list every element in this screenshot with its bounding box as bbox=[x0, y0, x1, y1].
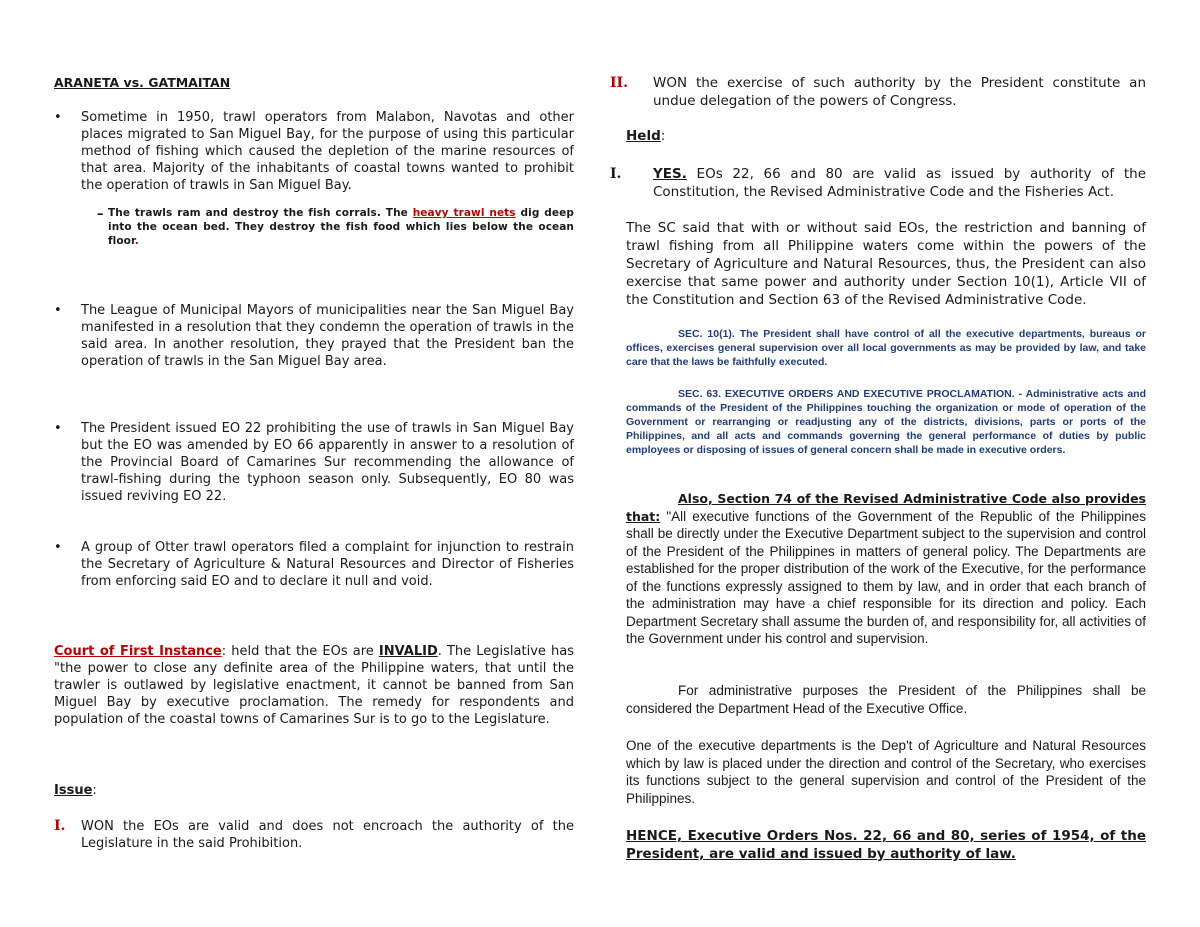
cfi-label: Court of First Instance bbox=[54, 644, 222, 659]
department-paragraph: One of the executive departments is the Dep't of Agriculture and Natural Resources which by law is placed under the direction and control of the Secretary, who exercises its functions subject to the general supervision and control of the President of the Philippines. bbox=[626, 738, 1146, 806]
issue-1 bbox=[54, 818, 574, 852]
fact-bullet-2 bbox=[54, 302, 574, 370]
bullet-icon: • bbox=[54, 303, 62, 318]
fact-text-3: The President issued EO 22 prohibiting the use of trawls in San Miguel Bay but the EO was amended by EO 66 apparently in answer to a resolution of the Provincial Board of Camarines Sur recommending the allowance of trawl-fishing during the typhoon season only. Subsequently, EO 80 was issued reviving EO 22. bbox=[81, 421, 574, 504]
issue-2-text: WON the exercise of such authority by the President constitute an undue delegation of the powers of Congress. bbox=[653, 75, 1146, 109]
held-1-text: YES. EOs 22, 66 and 80 are valid as issued by authority of the Constitution, the Revised Administrative Code and the Fisheries Act. bbox=[653, 166, 1146, 200]
fact-text-2: The League of Municipal Mayors of municipalities near the San Miguel Bay manifested in a resolution that they condemn the operation of trawls in the said area. In another resolution, they prayed that the President ban the operation of trawls in the San Miguel Bay area. bbox=[81, 303, 574, 369]
fact-bullet-4 bbox=[54, 539, 574, 590]
fact-bullet-1 bbox=[54, 109, 574, 194]
invalid-label: INVALID bbox=[378, 644, 438, 659]
issue-1-number: I. bbox=[54, 818, 66, 834]
held-1-number: I. bbox=[610, 166, 622, 182]
issue-1-text: WON the EOs are valid and does not encroach the authority of the Legislature in the said Prohibition. bbox=[81, 819, 574, 851]
sec-74-paragraph: Also, Section 74 of the Revised Administrative Code also provides that: "All executive functions of the Government of the Republic of the Philippines shall be directly under the Executive Department subject to the supervision and control of the President of the Philippines in matters of general policy. The Departments are established for the proper distribution of the work of the Executive, for the performance of the functions expressly assigned to them by law, and in order that each branch of the administration may have a chief responsible for its direction and policy. Each Department Secretary shall assume the burden of, and responsibility for, all activities of the Government under his control and supervision. bbox=[626, 491, 1147, 646]
sec-63-quote: SEC. 63. EXECUTIVE ORDERS AND EXECUTIVE PROCLAMATION. - Administrative acts and commands of the President of the Philippines touching the organization or mode of operation of the Government or rearranging or readjusting any of the districts, divisions, parts or ports of the Philippines, and all acts and commands governing the general performance of duties by public employees or disposing of issues of general concern shall be made in executive orders. bbox=[626, 388, 1146, 456]
issue-2-number: II. bbox=[610, 75, 628, 91]
bullet-icon: • bbox=[54, 540, 62, 555]
fact-text-4: A group of Otter trawl operators filed a complaint for injunction to restrain the Secretary of Agriculture & Natural Resources and Director of Fisheries from enforcing said EO and to declare it null and void. bbox=[81, 540, 574, 589]
case-title: ARANETA vs. GATMAITAN bbox=[54, 75, 231, 90]
subpoint-text: The trawls ram and destroy the fish corrals. The heavy trawl nets dig deep into the ocean bed. They destroy the fish food which lies below the ocean floor. bbox=[108, 207, 574, 247]
fact-subpoint bbox=[97, 206, 574, 248]
held-heading: Held: bbox=[626, 128, 666, 144]
bullet-icon: • bbox=[54, 110, 62, 125]
issue-2 bbox=[610, 74, 1146, 110]
fact-text-1: Sometime in 1950, trawl operators from Malabon, Navotas and other places migrated to San Miguel Bay, for the purpose of using this particular method of fishing which caused the depletion of the marine resources of that area. Majority of the inhabitants of coastal towns wanted to prohibit the operation of trawls in San Miguel Bay. bbox=[81, 110, 574, 193]
held-1 bbox=[610, 165, 1146, 201]
bullet-icon: • bbox=[54, 421, 62, 436]
admin-paragraph: For administrative purposes the President of the Philippines shall be considered the Department Head of the Executive Office. bbox=[626, 683, 1146, 716]
issue-heading: Issue: bbox=[54, 783, 97, 798]
dash-icon: – bbox=[97, 207, 104, 222]
fact-bullet-3 bbox=[54, 420, 574, 505]
sc-paragraph: The SC said that with or without said EOs, the restriction and banning of trawl fishing from all Philippine waters come within the powers of the Secretary of Agriculture and Natural Resources, thus, the President can also exercise that same power and authority under Section 10(1), Article VII of the Constitution and Section 63 of the Revised Administrative Code. bbox=[626, 220, 1146, 308]
sec-10-quote: SEC. 10(1). The President shall have control of all the executive departments, bureaus or offices, exercises general supervision over all local governments as may be provided by law, and take care that the laws be faithfully executed. bbox=[626, 328, 1146, 368]
hence-conclusion: HENCE, Executive Orders Nos. 22, 66 and 80, series of 1954, of the President, are valid and issued by authority of law. bbox=[626, 828, 1146, 862]
cfi-paragraph: Court of First Instance: held that the EOs are INVALID. The Legislative has "the power to close any definite area of the Philippine waters, that until the trawler is outlawed by legislative enactment, it cannot be banned from San Miguel Bay by executive proclamation. The remedy for respondents and population of the coastal towns of Camarines Sur is to go to the Legislature. bbox=[54, 644, 574, 727]
heavy-trawl-nets-link[interactable]: heavy trawl nets bbox=[412, 207, 516, 219]
